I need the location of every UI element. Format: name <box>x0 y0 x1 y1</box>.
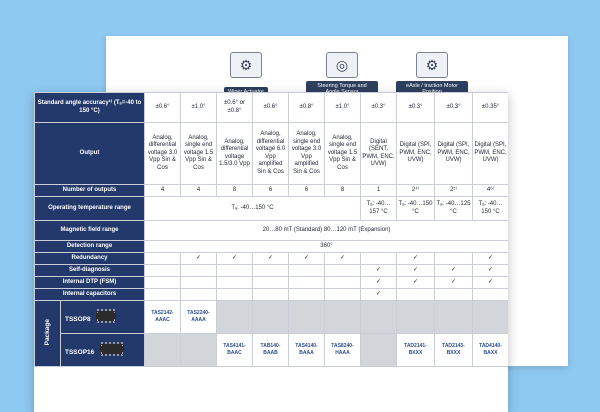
part-cell <box>289 301 325 334</box>
part-number: TAD4140-BAXX <box>473 334 509 367</box>
part-cell <box>145 334 181 367</box>
cell: ±0.35° <box>473 93 509 123</box>
row-header: Internal capacitors <box>35 289 145 301</box>
cell: Analog, differential voltage 6.0 Vpp amplified Sin & Cos <box>253 123 289 185</box>
tssop8-label: TSSOP8 <box>65 315 91 323</box>
cell <box>473 289 509 301</box>
cell <box>289 289 325 301</box>
checkmark-icon: ✓ <box>397 253 435 265</box>
row-tssop8 <box>35 301 509 334</box>
cell: Digital (SPI, PWM, ENC, UVW) <box>397 123 435 185</box>
part-cell <box>473 301 509 334</box>
cell: 20…80 mT (Standard) 80…120 mT (Expansion) <box>145 221 509 241</box>
cell: 2⁴⁾ <box>397 185 435 197</box>
product-comparison-page <box>34 92 508 412</box>
cell: Tₐ: -40…150 °C <box>145 197 361 221</box>
cell: Analog, single end voltage 1.5 Vpp Sin & Cos <box>325 123 361 185</box>
cell <box>435 289 473 301</box>
tssop16-header <box>61 334 145 367</box>
part-cell <box>217 301 253 334</box>
cell: ±0.6° or ±0.8° <box>217 93 253 123</box>
part-number: TAB140-BAAB <box>253 334 289 367</box>
cell <box>325 289 361 301</box>
cell: ±1.0° <box>181 93 217 123</box>
row-header: Number of outputs <box>35 185 145 197</box>
row-output <box>35 123 509 185</box>
part-number: TAS2142-AAAC <box>145 301 181 334</box>
checkmark-icon: ✓ <box>361 277 397 289</box>
row-accuracy <box>35 93 509 123</box>
cell: ±0.3° <box>397 93 435 123</box>
cell <box>325 277 361 289</box>
cell <box>397 289 435 301</box>
row-header: Output <box>35 123 145 185</box>
cell <box>253 277 289 289</box>
cell: Digital (SPI, PWM, ENC, UVW) <box>435 123 473 185</box>
cell: Tₐ: -40…157 °C <box>361 197 397 221</box>
cell <box>181 265 217 277</box>
row-temperature <box>35 197 509 221</box>
checkmark-icon: ✓ <box>435 277 473 289</box>
cell: Analog, differential voltage 3.0 Vpp Sin & Cos <box>145 123 181 185</box>
wiper-actuator-icon: ⚙ <box>230 52 262 78</box>
cell: 4⁶⁾ <box>473 185 509 197</box>
cell <box>325 265 361 277</box>
checkmark-icon: ✓ <box>435 265 473 277</box>
sensor-comparison-table <box>34 92 508 367</box>
tssop8-header <box>61 301 145 334</box>
cell <box>253 265 289 277</box>
cell: ±0.3° <box>361 93 397 123</box>
cell: 1 <box>361 185 397 197</box>
cell: 8 <box>325 185 361 197</box>
row-header: Redundancy <box>35 253 145 265</box>
package-label: Package <box>43 319 51 346</box>
cell <box>145 289 181 301</box>
part-number: TAS4141-BAAC <box>217 334 253 367</box>
cell <box>289 265 325 277</box>
cell <box>289 277 325 289</box>
cell: Digital (SENT, PWM, ENC, UVW) <box>361 123 397 185</box>
part-cell <box>253 301 289 334</box>
cell: ±0.6° <box>253 93 289 123</box>
cell: Tₐ: -40…150 °C <box>473 197 509 221</box>
part-cell <box>181 334 217 367</box>
cell <box>145 253 181 265</box>
row-redundancy <box>35 253 509 265</box>
part-number: TAS4140-BAAA <box>289 334 325 367</box>
row-magnetic-field <box>35 221 509 241</box>
cell <box>361 253 397 265</box>
checkmark-icon: ✓ <box>473 265 509 277</box>
row-header: Operating temperature range <box>35 197 145 221</box>
checkmark-icon: ✓ <box>361 265 397 277</box>
row-header: Magnetic field range <box>35 221 145 241</box>
row-detection <box>35 241 509 253</box>
cell <box>181 277 217 289</box>
cell <box>217 277 253 289</box>
cell: Analog, single end voltage 1.5 Vpp Sin & Cos <box>181 123 217 185</box>
cell: 8 <box>217 185 253 197</box>
cell: ±0.3° <box>435 93 473 123</box>
checkmark-icon: ✓ <box>473 253 509 265</box>
cell <box>253 289 289 301</box>
row-header: Detection range <box>35 241 145 253</box>
motor-icon: ⚙ <box>416 52 448 78</box>
row-header: Self-diagnosis <box>35 265 145 277</box>
checkmark-icon: ✓ <box>361 289 397 301</box>
part-cell <box>361 334 397 367</box>
checkmark-icon: ✓ <box>217 253 253 265</box>
part-cell <box>325 301 361 334</box>
cell: Tₐ: -40…125 °C <box>435 197 473 221</box>
row-tssop16 <box>35 334 509 367</box>
cell: 4 <box>145 185 181 197</box>
checkmark-icon: ✓ <box>397 265 435 277</box>
tssop8-chip-icon <box>96 311 116 321</box>
cell: 2⁵⁾ <box>435 185 473 197</box>
cell <box>181 289 217 301</box>
cell: ±0.6° <box>145 93 181 123</box>
category-label: eAxle / traction Motor <box>396 81 468 97</box>
checkmark-icon: ✓ <box>181 253 217 265</box>
part-number: TAS8240-HAAA <box>325 334 361 367</box>
part-number: TAS2240-AAAA <box>181 301 217 334</box>
tssop16-label: TSSOP16 <box>65 348 95 356</box>
cell <box>145 277 181 289</box>
row-header: Standard angle accuracy¹⁾ (Tₐ=-40 to 150 °C) <box>35 93 145 123</box>
cell <box>217 265 253 277</box>
cell: ±1.0° <box>325 93 361 123</box>
row-outputs <box>35 185 509 197</box>
part-cell <box>397 301 435 334</box>
checkmark-icon: ✓ <box>473 277 509 289</box>
cell <box>435 253 473 265</box>
row-internal-dtp <box>35 277 509 289</box>
tssop16-chip-icon <box>100 344 124 354</box>
cell: 360° <box>145 241 509 253</box>
cell <box>217 289 253 301</box>
cell: 4 <box>181 185 217 197</box>
checkmark-icon: ✓ <box>325 253 361 265</box>
cell: Digital (SPI, PWM, ENC, UVW) <box>473 123 509 185</box>
cell: Analog, single end voltage 3.0 Vpp amplified Sin & Cos <box>289 123 325 185</box>
cell: 6 <box>253 185 289 197</box>
checkmark-icon: ✓ <box>397 277 435 289</box>
steering-wheel-icon: ◎ <box>326 52 358 78</box>
row-self-diagnosis <box>35 265 509 277</box>
row-internal-capacitors <box>35 289 509 301</box>
row-header: Internal DTP (FSM) <box>35 277 145 289</box>
cell: 6 <box>289 185 325 197</box>
part-number: TAD2141-BXXX <box>397 334 435 367</box>
checkmark-icon: ✓ <box>253 253 289 265</box>
part-cell <box>361 301 397 334</box>
cell: Analog, differential voltage 1.5/3.0 Vpp <box>217 123 253 185</box>
cell: Tₐ: -40…150 °C <box>397 197 435 221</box>
checkmark-icon: ✓ <box>289 253 325 265</box>
cell <box>145 265 181 277</box>
part-number: TAD2143-BXXX <box>435 334 473 367</box>
category-label: Steering Torque and <box>306 81 378 97</box>
cell: ±0.8° <box>289 93 325 123</box>
package-header <box>35 301 61 367</box>
part-cell <box>435 301 473 334</box>
